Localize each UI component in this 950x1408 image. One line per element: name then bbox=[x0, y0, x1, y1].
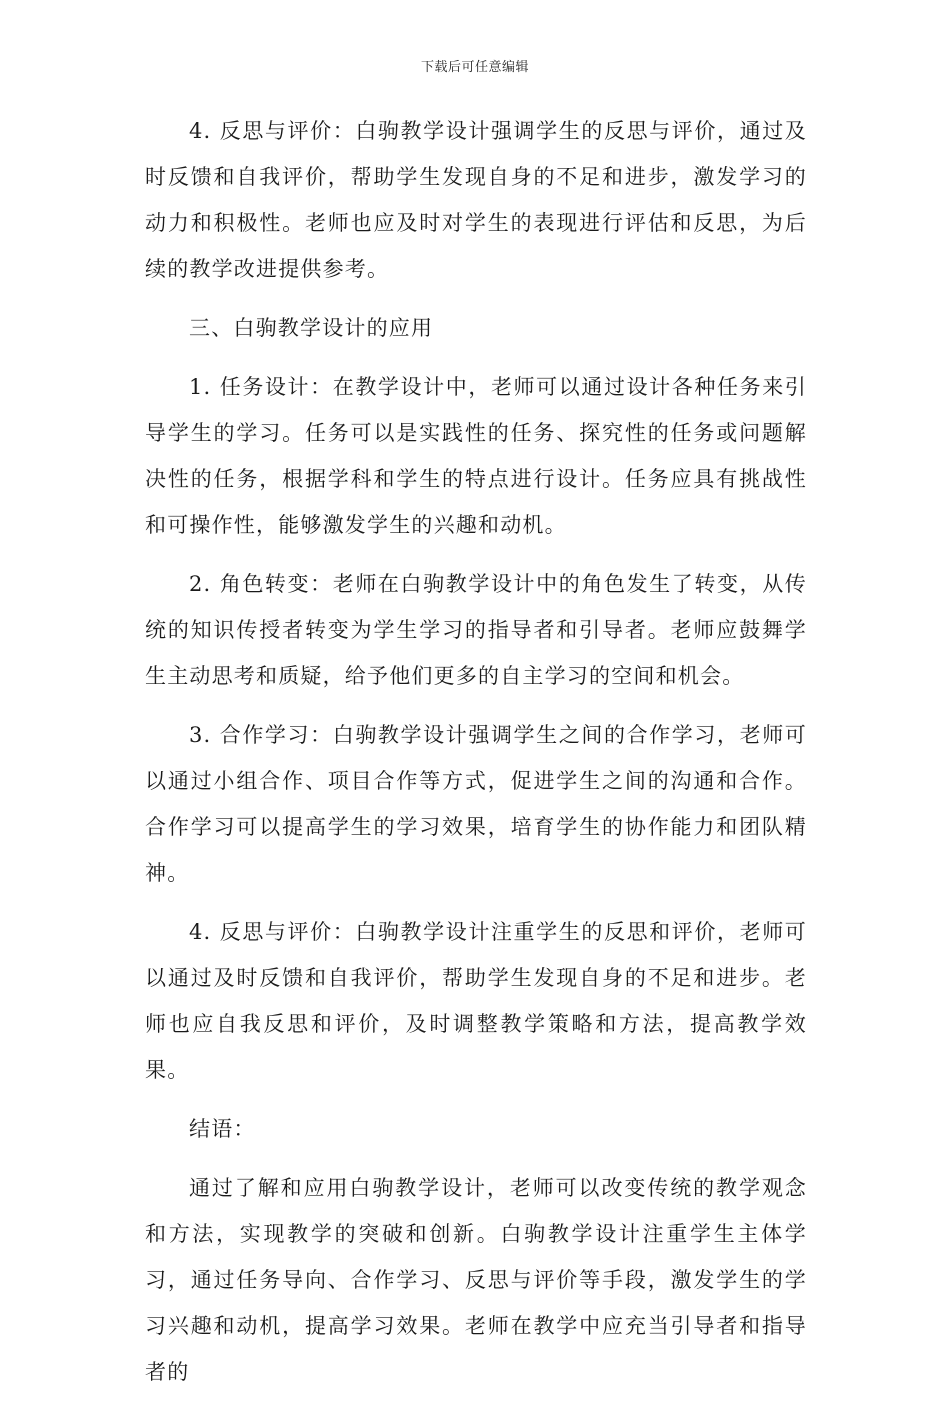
paragraph-reflection-evaluation-2: 4. 反思与评价：白驹教学设计注重学生的反思和评价，老师可以通过及时反馈和自我评价，帮助学生发现自身的不足和进步。老师也应自我反思和评价，及时调整教学策略和方法，提高教学效果。 bbox=[145, 920, 807, 1082]
paragraph-reflection-evaluation: 4. 反思与评价：白驹教学设计强调学生的反思与评价，通过及时反馈和自我评价，帮助学生发现自身的不足和进步，激发学习的动力和积极性。老师也应及时对学生的表现进行评估和反思，为后续的教学改进提供参考。 bbox=[145, 119, 807, 281]
paragraph-cooperative-learning: 3. 合作学习：白驹教学设计强调学生之间的合作学习，老师可以通过小组合作、项目合作等方式，促进学生之间的沟通和合作。合作学习可以提高学生的学习效果，培育学生的协作能力和团队精神。 bbox=[145, 723, 807, 885]
document-body bbox=[145, 108, 807, 1408]
paragraph-role-change: 2. 角色转变：老师在白驹教学设计中的角色发生了转变，从传统的知识传授者转变为学生学习的指导者和引导者。老师应鼓舞学生主动思考和质疑，给予他们更多的自主学习的空间和机会。 bbox=[145, 572, 807, 688]
paragraph-task-design: 1. 任务设计：在教学设计中，老师可以通过设计各种任务来引导学生的学习。任务可以是实践性的任务、探究性的任务或问题解决性的任务，根据学科和学生的特点进行设计。任务应具有挑战性和可操作性，能够激发学生的兴趣和动机。 bbox=[145, 375, 807, 537]
section-heading-application: 三、白驹教学设计的应用 bbox=[189, 316, 434, 340]
header-note: 下载后可任意编辑 bbox=[420, 60, 529, 75]
conclusion-heading: 结语： bbox=[189, 1117, 256, 1141]
paragraph-conclusion: 通过了解和应用白驹教学设计，老师可以改变传统的教学观念和方法，实现教学的突破和创新。白驹教学设计注重学生主体学习，通过任务导向、合作学习、反思与评价等手段，激发学生的学习兴趣和动机，提高学习效果。老师在教学中应充当引导者和指导者的 bbox=[145, 1176, 807, 1384]
